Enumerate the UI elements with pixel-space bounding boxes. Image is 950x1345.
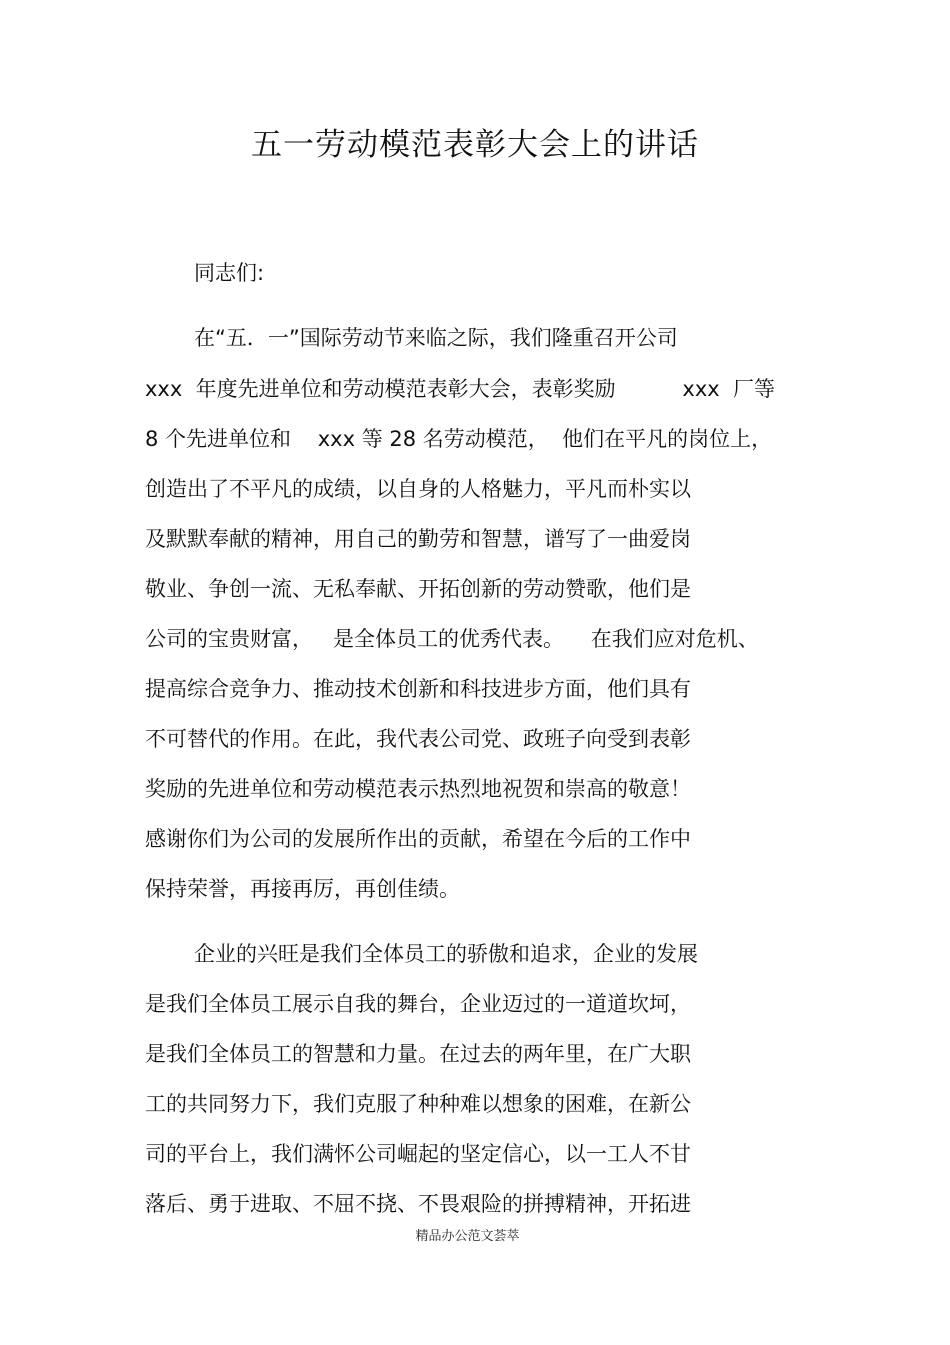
salutation: 同志们:: [194, 261, 265, 285]
paragraph-1-line-10: 奖励的先进单位和劳动模范表示热烈地祝贺和崇高的敬意！: [145, 777, 691, 801]
page-footer: 精品办公范文荟萃: [415, 1229, 520, 1244]
paragraph-1-line-11: 感谢你们为公司的发展所作出的贡献，希望在今后的工作中: [145, 827, 691, 851]
paragraph-2-line-5: 司的平台上，我们满怀公司崛起的坚定信心，以一工人不甘: [145, 1142, 691, 1166]
paragraph-2-line-4: 工的共同努力下，我们克服了种种难以想象的困难，在新公: [145, 1092, 691, 1116]
document-title: 五一劳动模范表彰大会上的讲话: [251, 127, 699, 163]
paragraph-1-line-2: xxx 年度先进单位和劳动模范表彰大会，表彰奖励 xxx 厂等: [145, 377, 776, 401]
paragraph-1-line-6: 敬业、争创一流、无私奉献、开拓创新的劳动赞歌，他们是: [145, 577, 691, 601]
paragraph-1-line-8: 提高综合竞争力、推动技术创新和科技进步方面，他们具有: [145, 677, 691, 701]
paragraph-1-line-1: 在“五．一”国际劳动节来临之际，我们隆重召开公司: [194, 326, 678, 350]
paragraph-1-line-3: 8 个先进单位和 xxx 等 28 名劳动模范， 他们在平凡的岗位上，: [145, 427, 773, 451]
paragraph-2-line-3: 是我们全体员工的智慧和力量。在过去的两年里，在广大职: [145, 1042, 691, 1066]
paragraph-2-line-1: 企业的兴旺是我们全体员工的骄傲和追求，企业的发展: [194, 942, 698, 966]
paragraph-2-line-2: 是我们全体员工展示自我的舞台，企业迈过的一道道坎坷，: [145, 992, 691, 1016]
paragraph-1-line-5: 及默默奉献的精神，用自己的勤劳和智慧，谱写了一曲爱岗: [145, 527, 691, 551]
paragraph-1-line-9: 不可替代的作用。在此，我代表公司党、政班子向受到表彰: [145, 727, 691, 751]
paragraph-1-line-4: 创造出了不平凡的成绩，以自身的人格魅力，平凡而朴实以: [145, 477, 691, 501]
paragraph-1-line-12: 保持荣誉，再接再厉，再创佳绩。: [145, 877, 460, 901]
paragraph-1-line-7: 公司的宝贵财富， 是全体员工的优秀代表。 在我们应对危机、: [145, 627, 759, 651]
paragraph-2-line-6: 落后、勇于进取、不屈不挠、不畏艰险的拼搏精神，开拓进: [145, 1192, 691, 1216]
